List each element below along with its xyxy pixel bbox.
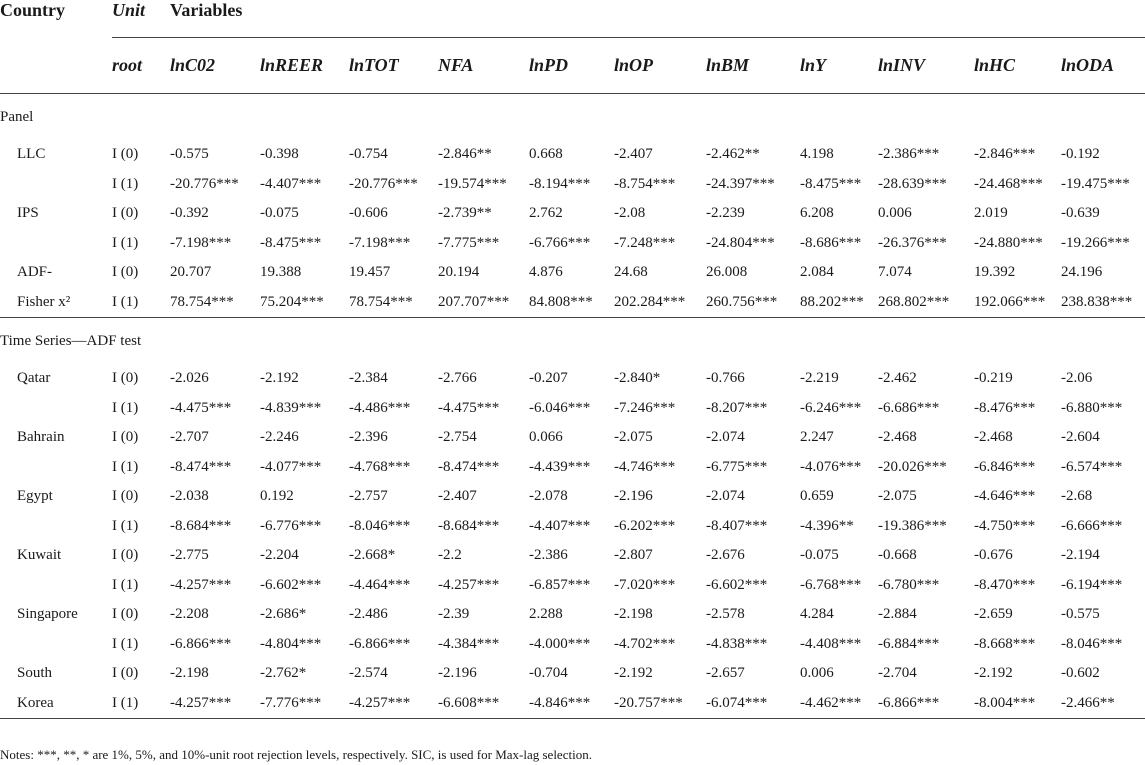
section-title: Time Series—ADF test bbox=[0, 318, 1145, 365]
value-cell: -4.475*** bbox=[438, 399, 500, 416]
unit-header: Unit bbox=[112, 0, 170, 38]
value-cell: -2.884 bbox=[878, 606, 917, 623]
table-header bbox=[0, 0, 1145, 94]
value-cell: -0.575 bbox=[1061, 606, 1100, 623]
value-cell: 268.802*** bbox=[878, 293, 950, 310]
value-cell: -2.386*** bbox=[878, 146, 940, 163]
value-cell: -6.666*** bbox=[1061, 517, 1123, 534]
value-cell: -6.246*** bbox=[800, 399, 862, 416]
value-cell: -6.776*** bbox=[260, 517, 322, 534]
value-cell: -2.038 bbox=[170, 488, 209, 505]
value-cell: -7.198*** bbox=[170, 234, 232, 251]
value-cell: 75.204*** bbox=[260, 293, 324, 310]
value-cell: -0.639 bbox=[1061, 205, 1100, 222]
table-row bbox=[0, 170, 1145, 200]
value-cell: -28.639*** bbox=[878, 175, 947, 192]
value-cell: -2.192 bbox=[260, 370, 299, 387]
value-cell: -2.775 bbox=[170, 547, 209, 564]
value-cell: 19.457 bbox=[349, 264, 391, 281]
country-cell: Fisher x² bbox=[17, 293, 71, 310]
value-cell: -7.020*** bbox=[614, 576, 676, 593]
value-cell: -0.602 bbox=[1061, 665, 1100, 682]
order-cell: I (1) bbox=[112, 517, 139, 534]
value-cell: -8.194*** bbox=[529, 175, 591, 192]
country-cell bbox=[0, 512, 112, 542]
value-cell: -20.776*** bbox=[349, 175, 418, 192]
value-cell: -2.078 bbox=[529, 488, 568, 505]
order-cell: I (0) bbox=[112, 606, 139, 623]
value-cell: -2.846*** bbox=[974, 146, 1036, 163]
value-cell: -4.257*** bbox=[170, 576, 232, 593]
value-cell: 78.754*** bbox=[349, 293, 413, 310]
country-cell: Egypt bbox=[17, 488, 53, 505]
country-cell: IPS bbox=[17, 205, 39, 222]
value-cell: -6.074*** bbox=[706, 689, 800, 719]
table-row bbox=[0, 199, 1145, 229]
value-cell: -20.757*** bbox=[614, 689, 706, 719]
order-cell: I (0) bbox=[112, 429, 139, 446]
value-cell: -19.475*** bbox=[1061, 175, 1130, 192]
order-cell: I (0) bbox=[112, 665, 139, 682]
value-cell: -6.046*** bbox=[529, 399, 591, 416]
value-cell: 26.008 bbox=[706, 264, 748, 281]
value-cell: -6.202*** bbox=[614, 517, 676, 534]
value-cell: -4.475*** bbox=[170, 399, 232, 416]
value-cell: -4.407*** bbox=[529, 517, 591, 534]
value-cell: -8.004*** bbox=[974, 689, 1061, 719]
value-cell: -2.407 bbox=[438, 488, 477, 505]
value-cell: -6.880*** bbox=[1061, 399, 1123, 416]
value-cell: -6.608*** bbox=[438, 689, 529, 719]
value-cell: -2.807 bbox=[614, 547, 653, 564]
value-cell: -2.194 bbox=[1061, 547, 1100, 564]
column-header: lnODA bbox=[1061, 55, 1115, 75]
value-cell: -4.408*** bbox=[800, 635, 862, 652]
order-cell: I (0) bbox=[112, 370, 139, 387]
value-cell: -7.246*** bbox=[614, 399, 676, 416]
value-cell: -2.578 bbox=[706, 606, 745, 623]
value-cell: -7.776*** bbox=[260, 689, 349, 719]
value-cell: -2.192 bbox=[614, 665, 653, 682]
value-cell: -0.398 bbox=[260, 146, 299, 163]
country-header-blank bbox=[0, 38, 112, 94]
country-cell: Singapore bbox=[17, 606, 78, 623]
value-cell: -2.239 bbox=[706, 205, 745, 222]
value-cell: -4.384*** bbox=[438, 635, 500, 652]
value-cell: -2.846** bbox=[438, 146, 492, 163]
table-row bbox=[0, 600, 1145, 630]
value-cell: -0.606 bbox=[349, 205, 388, 222]
value-cell: -4.462*** bbox=[800, 689, 878, 719]
value-cell: -2.704 bbox=[878, 665, 917, 682]
value-cell: -4.464*** bbox=[349, 576, 411, 593]
value-cell: -2.468 bbox=[974, 429, 1013, 446]
value-cell: -2.462** bbox=[706, 146, 760, 163]
value-cell: -2.766 bbox=[438, 370, 477, 387]
value-cell: -6.866*** bbox=[349, 635, 411, 652]
value-cell: 2.247 bbox=[800, 429, 834, 446]
value-cell: -4.396** bbox=[800, 517, 854, 534]
value-cell: -2.075 bbox=[878, 488, 917, 505]
value-cell: -0.192 bbox=[1061, 146, 1100, 163]
table-row bbox=[0, 571, 1145, 601]
value-cell: 4.198 bbox=[800, 146, 834, 163]
value-cell: 0.066 bbox=[529, 429, 563, 446]
value-cell: -7.198*** bbox=[349, 234, 411, 251]
value-cell: -24.880*** bbox=[974, 234, 1043, 251]
value-cell: -8.474*** bbox=[170, 458, 232, 475]
value-cell: -8.684*** bbox=[438, 517, 500, 534]
table-row bbox=[0, 288, 1145, 318]
column-header: lnTOT bbox=[349, 55, 399, 75]
value-cell: 20.194 bbox=[438, 264, 480, 281]
value-cell: -24.804*** bbox=[706, 234, 775, 251]
value-cell: -4.257*** bbox=[349, 689, 438, 719]
country-cell bbox=[0, 229, 112, 259]
value-cell: -24.397*** bbox=[706, 175, 775, 192]
order-cell: I (1) bbox=[112, 234, 139, 251]
country-cell bbox=[0, 170, 112, 200]
value-cell: -2.68 bbox=[1061, 488, 1093, 505]
column-header: lnPD bbox=[529, 55, 569, 75]
value-cell: -4.646*** bbox=[974, 488, 1036, 505]
value-cell: 0.668 bbox=[529, 146, 563, 163]
value-cell: 207.707*** bbox=[438, 293, 510, 310]
value-cell: -7.248*** bbox=[614, 234, 676, 251]
value-cell: -6.884*** bbox=[878, 635, 940, 652]
value-cell: -2.486 bbox=[349, 606, 388, 623]
value-cell: -2.219 bbox=[800, 370, 839, 387]
value-cell: -6.866*** bbox=[878, 689, 974, 719]
value-cell: -2.676 bbox=[706, 547, 745, 564]
value-cell: -6.766*** bbox=[529, 234, 591, 251]
country-cell bbox=[0, 571, 112, 601]
table-row bbox=[0, 659, 1145, 689]
value-cell: -4.750*** bbox=[974, 517, 1036, 534]
table-row bbox=[0, 541, 1145, 571]
value-cell: 2.288 bbox=[529, 606, 563, 623]
country-cell: LLC bbox=[17, 146, 46, 163]
value-cell: -4.439*** bbox=[529, 458, 591, 475]
value-cell: -0.766 bbox=[706, 370, 745, 387]
country-cell: Korea bbox=[0, 689, 112, 719]
value-cell: -20.776*** bbox=[170, 175, 239, 192]
value-cell: -8.046*** bbox=[1061, 635, 1123, 652]
value-cell: -0.676 bbox=[974, 547, 1013, 564]
value-cell: -2.246 bbox=[260, 429, 299, 446]
value-cell: -8.470*** bbox=[974, 576, 1036, 593]
value-cell: 20.707 bbox=[170, 264, 212, 281]
table-row bbox=[0, 364, 1145, 394]
value-cell: -4.486*** bbox=[349, 399, 411, 416]
value-cell: 24.196 bbox=[1061, 264, 1103, 281]
table-note: Notes: ***, **, * are 1%, 5%, and 10%-unit root rejection levels, respectively. SIC, is used for Max-lag selection. bbox=[0, 747, 592, 762]
value-cell: 7.074 bbox=[878, 264, 912, 281]
column-header: NFA bbox=[438, 55, 474, 75]
value-cell: -19.266*** bbox=[1061, 234, 1130, 251]
order-cell: I (0) bbox=[112, 264, 139, 281]
column-header: lnOP bbox=[614, 55, 654, 75]
value-cell: -2.08 bbox=[614, 205, 646, 222]
value-cell: -19.574*** bbox=[438, 175, 507, 192]
order-cell: I (1) bbox=[112, 175, 139, 192]
value-cell: 19.388 bbox=[260, 264, 302, 281]
value-cell: -2.466** bbox=[1061, 689, 1145, 719]
value-cell: 84.808*** bbox=[529, 293, 593, 310]
value-cell: -6.846*** bbox=[974, 458, 1036, 475]
value-cell: -6.602*** bbox=[706, 576, 768, 593]
value-cell: -4.768*** bbox=[349, 458, 411, 475]
value-cell: 4.284 bbox=[800, 606, 834, 623]
value-cell: -2.386 bbox=[529, 547, 568, 564]
value-cell: -2.192 bbox=[974, 665, 1013, 682]
value-cell: -0.219 bbox=[974, 370, 1013, 387]
value-cell: 202.284*** bbox=[614, 293, 686, 310]
value-cell: 0.006 bbox=[800, 665, 834, 682]
value-cell: -7.775*** bbox=[438, 234, 500, 251]
value-cell: -2.384 bbox=[349, 370, 388, 387]
value-cell: -2.026 bbox=[170, 370, 209, 387]
value-cell: -6.194*** bbox=[1061, 576, 1123, 593]
value-cell: -2.196 bbox=[614, 488, 653, 505]
table-row bbox=[0, 630, 1145, 660]
value-cell: -2.2 bbox=[438, 547, 462, 564]
value-cell: -4.746*** bbox=[614, 458, 676, 475]
value-cell: -4.839*** bbox=[260, 399, 322, 416]
value-cell: -2.074 bbox=[706, 488, 745, 505]
value-cell: -2.407 bbox=[614, 146, 653, 163]
value-cell: -6.574*** bbox=[1061, 458, 1123, 475]
country-cell: Bahrain bbox=[17, 429, 65, 446]
column-header: lnHC bbox=[974, 55, 1016, 75]
value-cell: -4.846*** bbox=[529, 689, 614, 719]
value-cell: -2.739** bbox=[438, 205, 492, 222]
value-cell: 2.762 bbox=[529, 205, 563, 222]
value-cell: -2.074 bbox=[706, 429, 745, 446]
value-cell: -2.686* bbox=[260, 606, 307, 623]
country-cell bbox=[0, 453, 112, 483]
value-cell: -0.075 bbox=[260, 205, 299, 222]
value-cell: -2.198 bbox=[170, 665, 209, 682]
value-cell: -8.686*** bbox=[800, 234, 862, 251]
root-header: root bbox=[112, 55, 143, 75]
value-cell: -8.754*** bbox=[614, 175, 676, 192]
value-cell: -2.754 bbox=[438, 429, 477, 446]
value-cell: -4.000*** bbox=[529, 635, 591, 652]
table-row bbox=[0, 689, 1145, 719]
value-cell: -4.702*** bbox=[614, 635, 676, 652]
value-cell: -6.857*** bbox=[529, 576, 591, 593]
country-cell: Kuwait bbox=[17, 547, 62, 564]
country-cell: Qatar bbox=[17, 370, 51, 387]
value-cell: -2.462 bbox=[878, 370, 917, 387]
value-cell: -2.668* bbox=[349, 547, 396, 564]
order-cell: I (0) bbox=[112, 488, 139, 505]
table-row bbox=[0, 394, 1145, 424]
value-cell: 24.68 bbox=[614, 264, 648, 281]
table-row bbox=[0, 229, 1145, 259]
column-header: lnINV bbox=[878, 55, 926, 75]
value-cell: 238.838*** bbox=[1061, 293, 1133, 310]
column-header: lnBM bbox=[706, 55, 750, 75]
value-cell: -4.804*** bbox=[260, 635, 322, 652]
value-cell: -2.198 bbox=[614, 606, 653, 623]
value-cell: -8.476*** bbox=[974, 399, 1036, 416]
value-cell: 2.084 bbox=[800, 264, 834, 281]
table-row bbox=[0, 512, 1145, 542]
order-cell: I (1) bbox=[112, 576, 139, 593]
value-cell: -4.077*** bbox=[260, 458, 322, 475]
value-cell: -8.475*** bbox=[800, 175, 862, 192]
country-cell: ADF- bbox=[17, 264, 53, 281]
value-cell: -2.707 bbox=[170, 429, 209, 446]
value-cell: 19.392 bbox=[974, 264, 1016, 281]
value-cell: -0.575 bbox=[170, 146, 209, 163]
value-cell: -4.076*** bbox=[800, 458, 862, 475]
value-cell: -2.39 bbox=[438, 606, 470, 623]
value-cell: 4.876 bbox=[529, 264, 563, 281]
value-cell: -2.840* bbox=[614, 370, 661, 387]
value-cell: 2.019 bbox=[974, 205, 1008, 222]
country-cell bbox=[0, 394, 112, 424]
value-cell: -0.392 bbox=[170, 205, 209, 222]
value-cell: -2.204 bbox=[260, 547, 299, 564]
country-cell bbox=[0, 630, 112, 660]
value-cell: -6.602*** bbox=[260, 576, 322, 593]
value-cell: -8.207*** bbox=[706, 399, 768, 416]
value-cell: -0.754 bbox=[349, 146, 388, 163]
value-cell: -0.075 bbox=[800, 547, 839, 564]
value-cell: -2.06 bbox=[1061, 370, 1093, 387]
value-cell: -8.474*** bbox=[438, 458, 500, 475]
value-cell: 78.754*** bbox=[170, 293, 234, 310]
section-title: Panel bbox=[0, 108, 34, 125]
value-cell: -2.468 bbox=[878, 429, 917, 446]
column-header: lnC02 bbox=[170, 55, 216, 75]
value-cell: -4.838*** bbox=[706, 635, 768, 652]
table-row bbox=[0, 423, 1145, 453]
value-cell: -24.468*** bbox=[974, 175, 1043, 192]
value-cell: 0.659 bbox=[800, 488, 834, 505]
country-header: Country bbox=[0, 0, 66, 20]
country-cell: South bbox=[17, 665, 53, 682]
table-row bbox=[0, 482, 1145, 512]
value-cell: -2.604 bbox=[1061, 429, 1100, 446]
value-cell: -2.757 bbox=[349, 488, 388, 505]
value-cell: -0.704 bbox=[529, 665, 568, 682]
table-row bbox=[0, 453, 1145, 483]
value-cell: 260.756*** bbox=[706, 293, 778, 310]
order-cell: I (0) bbox=[112, 205, 139, 222]
value-cell: 88.202*** bbox=[800, 293, 864, 310]
value-cell: -8.684*** bbox=[170, 517, 232, 534]
value-cell: -2.396 bbox=[349, 429, 388, 446]
value-cell: 192.066*** bbox=[974, 293, 1046, 310]
order-cell: I (1) bbox=[112, 635, 139, 652]
value-cell: -8.475*** bbox=[260, 234, 322, 251]
value-cell: -6.780*** bbox=[878, 576, 940, 593]
value-cell: -20.026*** bbox=[878, 458, 947, 475]
value-cell: -2.657 bbox=[706, 665, 745, 682]
value-cell: -8.407*** bbox=[706, 517, 768, 534]
value-cell: -19.386*** bbox=[878, 517, 947, 534]
order-cell: I (0) bbox=[112, 146, 139, 163]
value-cell: -2.762* bbox=[260, 665, 307, 682]
value-cell: -0.668 bbox=[878, 547, 917, 564]
value-cell: -4.407*** bbox=[260, 175, 322, 192]
value-cell: -6.775*** bbox=[706, 458, 768, 475]
order-cell: I (1) bbox=[112, 399, 139, 416]
value-cell: -26.376*** bbox=[878, 234, 947, 251]
value-cell: -8.668*** bbox=[974, 635, 1036, 652]
value-cell: 0.192 bbox=[260, 488, 294, 505]
order-cell: I (1) bbox=[112, 458, 139, 475]
value-cell: -2.075 bbox=[614, 429, 653, 446]
table-row bbox=[0, 258, 1145, 288]
value-cell: 0.006 bbox=[878, 205, 912, 222]
value-cell: -4.257*** bbox=[438, 576, 500, 593]
value-cell: -2.574 bbox=[349, 665, 388, 682]
order-cell: I (1) bbox=[112, 689, 170, 719]
value-cell: -6.866*** bbox=[170, 635, 232, 652]
value-cell: -8.046*** bbox=[349, 517, 411, 534]
variables-header: Variables bbox=[170, 0, 1145, 38]
column-header: lnY bbox=[800, 55, 827, 75]
order-cell: I (0) bbox=[112, 547, 139, 564]
table-row bbox=[0, 140, 1145, 170]
value-cell: -4.257*** bbox=[170, 689, 260, 719]
value-cell: -2.659 bbox=[974, 606, 1013, 623]
value-cell: -6.686*** bbox=[878, 399, 940, 416]
value-cell: 6.208 bbox=[800, 205, 834, 222]
table-body bbox=[0, 94, 1145, 719]
value-cell: -0.207 bbox=[529, 370, 568, 387]
value-cell: -2.196 bbox=[438, 665, 477, 682]
order-cell: I (1) bbox=[112, 293, 139, 310]
column-header: lnREER bbox=[260, 55, 324, 75]
value-cell: -2.208 bbox=[170, 606, 209, 623]
value-cell: -6.768*** bbox=[800, 576, 862, 593]
